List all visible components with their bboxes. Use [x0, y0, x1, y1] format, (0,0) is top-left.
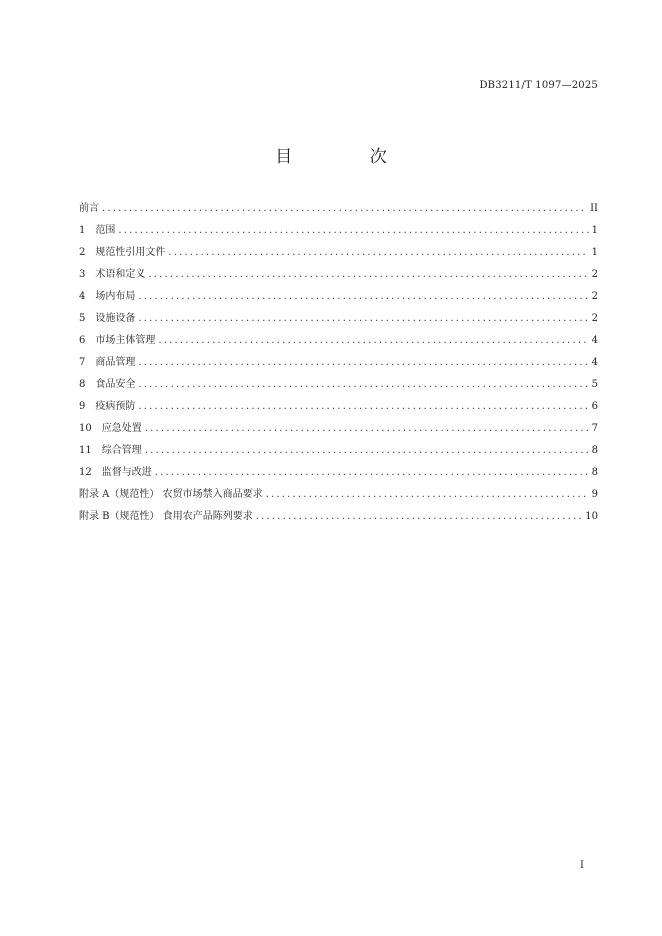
- toc-entry-label: 应急处置: [101, 423, 142, 434]
- toc-entry-page: II: [590, 203, 598, 214]
- toc-entry-page: 1: [591, 247, 598, 258]
- dot-leader: [155, 464, 589, 482]
- toc-entry[interactable]: [79, 376, 598, 398]
- toc-entry[interactable]: [79, 244, 598, 266]
- dot-leader: [168, 244, 588, 262]
- toc-entry-page: 8: [591, 445, 598, 456]
- toc-entry-label: 设施设备: [95, 313, 136, 324]
- toc-entry[interactable]: [79, 354, 598, 376]
- dot-leader: [118, 222, 588, 240]
- toc-entry-page: 1: [591, 225, 598, 236]
- toc-entry-label: 前言: [79, 203, 99, 214]
- toc-entry-label: 场内布局: [95, 291, 136, 302]
- toc-entry-label: 范围: [95, 225, 116, 236]
- toc-entry-label: 食品安全: [95, 379, 136, 390]
- toc-entry-page: 10: [585, 511, 598, 522]
- toc-entry[interactable]: [79, 222, 598, 244]
- toc-entry-label: 疫病预防: [95, 401, 136, 412]
- toc-entry-label: 附录 B（规范性） 食用农产品陈列要求: [79, 511, 253, 522]
- toc-entry-number: 10: [79, 423, 92, 434]
- toc-entry-label: 术语和定义: [95, 269, 146, 280]
- toc-entry-number: 3: [79, 269, 86, 280]
- toc-entry-page: 5: [591, 379, 598, 390]
- dot-leader: [145, 420, 589, 438]
- toc-entry[interactable]: [79, 266, 598, 288]
- toc-entry-page: 9: [591, 489, 598, 500]
- toc-entry-number: 12: [79, 467, 92, 478]
- toc-entry[interactable]: [79, 420, 598, 442]
- toc-entry[interactable]: [79, 398, 598, 420]
- dot-leader: [138, 288, 588, 306]
- dot-leader: [148, 266, 588, 284]
- toc-entry-label: 市场主体管理: [95, 335, 156, 346]
- toc-entry-label: 附录 A（规范性） 农贸市场禁入商品要求: [79, 489, 263, 500]
- toc-entry-page: 2: [591, 313, 598, 324]
- page-title: 目 次: [275, 147, 423, 167]
- toc-entry-number: 8: [79, 379, 86, 390]
- toc-entry-number: 6: [79, 335, 86, 346]
- toc-entry-number: 11: [79, 445, 92, 456]
- toc-entry-page: 7: [591, 423, 598, 434]
- toc-entry[interactable]: [79, 332, 598, 354]
- toc-entry-label: 综合管理: [101, 445, 142, 456]
- table-of-contents: [79, 200, 598, 530]
- toc-entry-page: 8: [591, 467, 598, 478]
- dot-leader: [138, 354, 588, 372]
- toc-entry-number: 5: [79, 313, 86, 324]
- dot-leader: [138, 310, 588, 328]
- dot-leader: [145, 442, 589, 460]
- page-number: I: [580, 860, 584, 871]
- dot-leader: [138, 398, 588, 416]
- toc-entry-label: 规范性引用文件: [95, 247, 166, 258]
- toc-entry-label: 商品管理: [95, 357, 136, 368]
- toc-entry-number: 4: [79, 291, 86, 302]
- toc-entry[interactable]: [79, 442, 598, 464]
- toc-entry[interactable]: [79, 310, 598, 332]
- toc-entry-label: 监督与改进: [101, 467, 152, 478]
- dot-leader: [266, 486, 589, 504]
- toc-entry[interactable]: [79, 464, 598, 486]
- toc-entry-number: 9: [79, 401, 86, 412]
- toc-entry-page: 4: [591, 335, 598, 346]
- document-code: DB3211/T 1097—2025: [479, 80, 598, 91]
- toc-entry[interactable]: [79, 200, 598, 222]
- toc-entry-number: 1: [79, 225, 86, 236]
- toc-entry-page: 4: [591, 357, 598, 368]
- dot-leader: [138, 376, 588, 394]
- toc-entry-page: 6: [591, 401, 598, 412]
- dot-leader: [256, 508, 583, 526]
- toc-entry-number: 7: [79, 357, 86, 368]
- dot-leader: [158, 332, 588, 350]
- toc-entry[interactable]: [79, 288, 598, 310]
- toc-entry[interactable]: [79, 508, 598, 530]
- toc-entry-page: 2: [591, 291, 598, 302]
- toc-entry-page: 2: [591, 269, 598, 280]
- dot-leader: [102, 200, 587, 218]
- toc-entry[interactable]: [79, 486, 598, 508]
- toc-entry-number: 2: [79, 247, 86, 258]
